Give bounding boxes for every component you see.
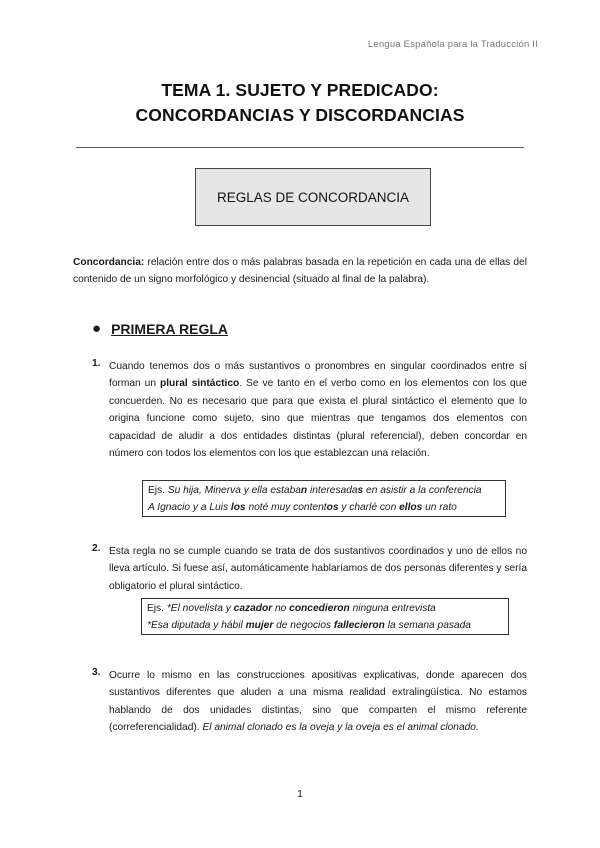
example-text: ninguna entrevista	[349, 603, 436, 614]
item-3-text-part: Ocurre lo mismo en las construcciones apositivas explicativas, donde aparecen dos sustantivos diferentes que aluden a una misma realidad extralingüística. No estamos hablando de dos unidades distintas, sino que comparten el mismo referente (correferencialidad).	[109, 670, 527, 734]
example-1-line-2	[148, 499, 500, 516]
example-text: *Esa diputada y hábil	[147, 620, 246, 632]
example-emphasis: fallecieron	[333, 620, 385, 632]
example-box-2	[141, 598, 509, 635]
definition-text: relación entre dos o más palabras basada en la repetición en cada una de ellas del contenido de un signo morfológico y desinencial (situado al final de la palabra).	[73, 257, 527, 286]
example-text: *El novelista y	[166, 603, 234, 614]
definition-paragraph	[73, 254, 527, 289]
item-1-text	[109, 358, 527, 462]
example-text: A Ignacio y a Luis	[148, 502, 231, 514]
item-1-text-part: . Se ve tanto en el verbo como en los elementos con los que concuerden. No es necesario que para que exista el plural sintáctico el elemento que lo origina funcione como sujeto, sino que mientras que tengamos dos elementos con capacidad de aludir a dos entidades distintas (plural referencial), deben concordar en número con todos los elementos con los que establezcan una relación.	[109, 378, 528, 460]
example-emphasis: n	[300, 485, 308, 496]
running-header: Lengua Española para la Traducción II	[367, 39, 538, 50]
example-text: en asistir a la conferencia	[363, 485, 482, 496]
example-prefix: Ejs.	[148, 485, 168, 496]
example-1-line-1	[148, 482, 500, 499]
example-2-line-2	[147, 617, 503, 634]
definition-term: Concordancia:	[73, 257, 145, 268]
example-emphasis: cazador	[233, 603, 273, 614]
section-box	[195, 168, 431, 226]
rule-heading-label: PRIMERA REGLA	[111, 320, 228, 337]
example-emphasis: os	[326, 502, 339, 514]
example-emphasis: mujer	[245, 620, 274, 632]
title-line-1: TEMA 1. SUJETO Y PREDICADO:	[161, 80, 439, 100]
rule-heading	[92, 320, 228, 337]
item-number-2: 2.	[92, 543, 101, 554]
bullet-icon: ●	[92, 320, 102, 337]
item-number-3: 3.	[92, 667, 101, 678]
page-number: 1	[297, 788, 303, 800]
item-1-bold-term: plural sintáctico	[159, 378, 240, 390]
title-line-2: CONCORDANCIAS Y DISCORDANCIAS	[135, 105, 465, 125]
horizontal-divider	[76, 147, 524, 148]
example-emphasis: ellos	[399, 502, 423, 514]
example-emphasis: los	[230, 502, 246, 514]
example-text: no	[272, 603, 290, 614]
example-text: y charlé con	[338, 502, 400, 514]
section-box-label: REGLAS DE CONCORDANCIA	[216, 189, 410, 205]
example-text: la semana pasada	[384, 620, 471, 632]
example-text: de negocios	[273, 620, 334, 632]
item-number-1: 1.	[92, 358, 101, 369]
example-emphasis: concedieron	[289, 603, 350, 614]
example-text: interesada	[307, 485, 358, 496]
item-1-text-part: Cuando tenemos dos o más sustantivos o pronombres en singular coordinados entre sí forman un	[109, 361, 527, 390]
example-text: Su hija, Minerva y ella estaba	[167, 485, 301, 496]
page-title	[0, 78, 600, 128]
example-text: noté muy content	[245, 502, 327, 514]
item-3-text	[109, 667, 527, 737]
example-prefix: Ejs.	[147, 603, 167, 614]
example-box-1	[142, 480, 506, 517]
example-2-line-1	[147, 600, 503, 617]
item-3-inline-example: El animal clonado es la oveja y la oveja es el animal clonado.	[202, 722, 479, 734]
example-text: un rato	[422, 502, 457, 514]
example-emphasis: s	[357, 485, 364, 496]
item-2-text: Esta regla no se cumple cuando se trata de dos sustantivos coordinados y uno de ellos no lleva artículo. Si fuese así, automáticamente hablaríamos de dos personas diferentes y sería obligatorio el plural sintáctico.	[109, 546, 527, 592]
